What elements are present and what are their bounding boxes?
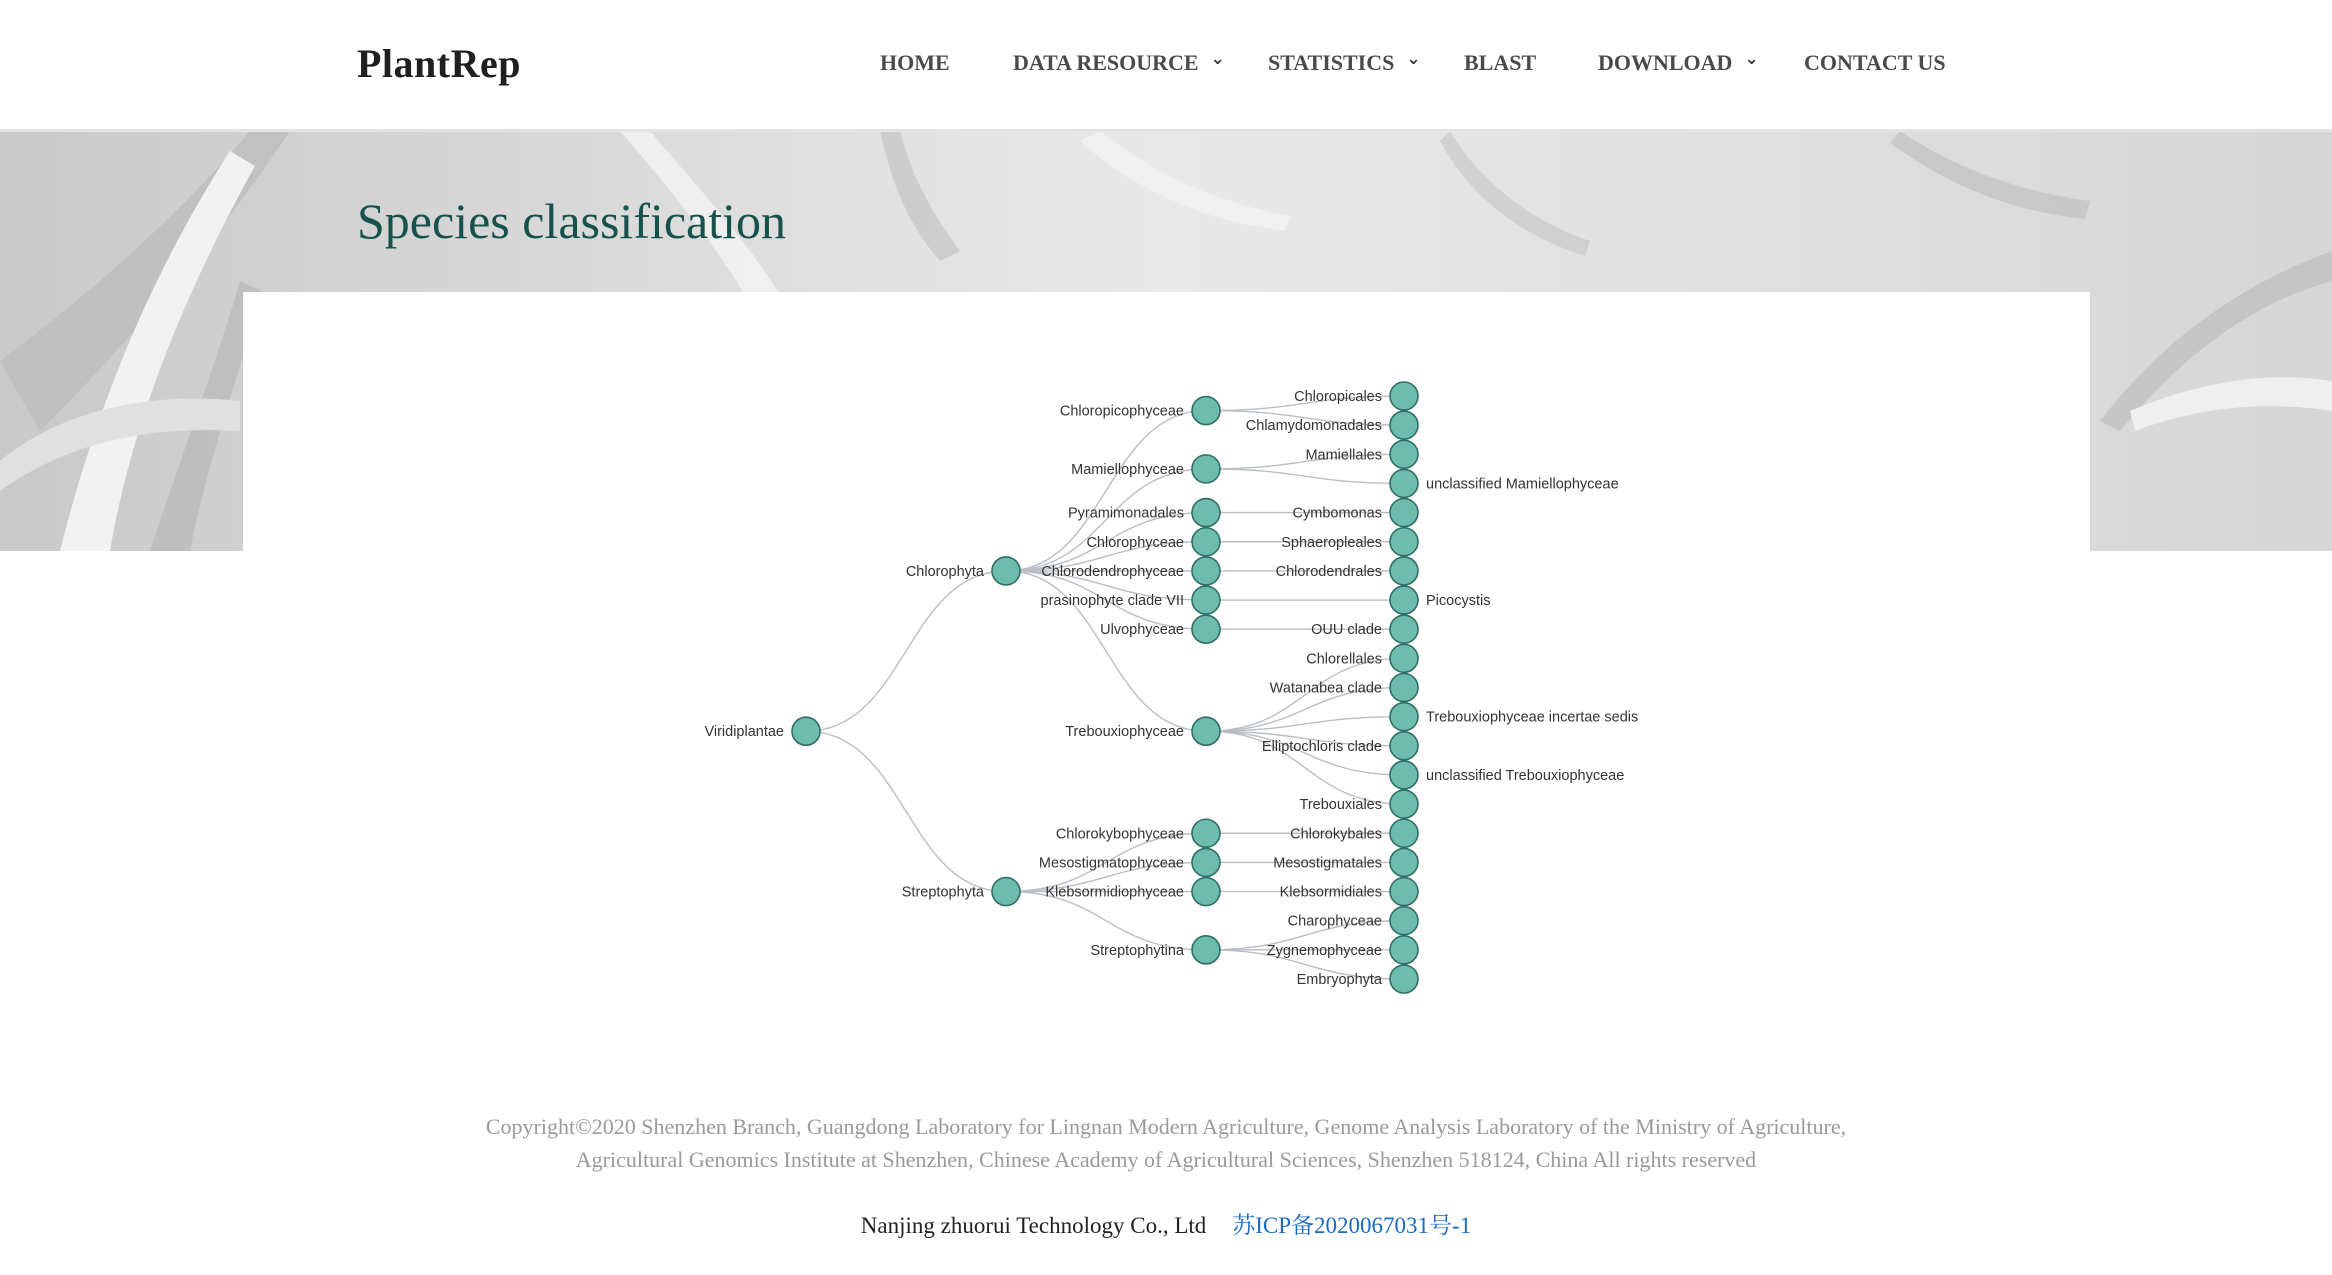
- tree-node-label: Mesostigmatales: [1273, 855, 1382, 872]
- tree-node-label: Watanabea clade: [1269, 680, 1382, 697]
- tree-node-label: Chlorokybales: [1290, 826, 1382, 843]
- main-nav: [0, 0, 2332, 129]
- tree-node[interactable]: [1390, 878, 1418, 906]
- tree-node[interactable]: [1390, 586, 1418, 614]
- nav-home-label: HOME: [880, 50, 950, 75]
- tree-node-label: unclassified Mamiellophyceae: [1426, 476, 1619, 493]
- tree-node-label: Ulvophyceae: [1100, 622, 1184, 639]
- nav-download-label: DOWNLOAD: [1598, 50, 1733, 75]
- tree-node-label: Elliptochloris clade: [1261, 738, 1382, 755]
- copyright-line-1: Copyright©2020 Shenzhen Branch, Guangdong Laboratory for Lingnan Modern Agriculture, Genome Analysis Laboratory of the Ministry of Agriculture,: [485, 1114, 1847, 1139]
- tree-node[interactable]: [1390, 936, 1418, 964]
- tree-node[interactable]: [1192, 936, 1220, 964]
- tree-node[interactable]: [1192, 557, 1220, 585]
- tree-node[interactable]: [1390, 732, 1418, 760]
- tree-node-label: Chloropicophyceae: [1059, 403, 1184, 420]
- tree-node-label: Zygnemophyceae: [1266, 942, 1382, 959]
- tree-node[interactable]: [1390, 469, 1418, 497]
- species-classification-tree: [243, 292, 2090, 1072]
- nav-statistics-label: STATISTICS: [1268, 50, 1395, 75]
- nav-contact-us-label: CONTACT US: [1804, 50, 1946, 75]
- tree-node-label: Mesostigmatophyceae: [1038, 855, 1184, 872]
- tree-node-label: Chlorophyta: [905, 563, 984, 580]
- tree-node[interactable]: [1390, 382, 1418, 410]
- tree-node[interactable]: [1390, 790, 1418, 818]
- tree-node-label: Embryophyta: [1296, 972, 1382, 988]
- tree-node[interactable]: [1192, 819, 1220, 847]
- nav-blast-label: BLAST: [1464, 50, 1537, 75]
- tree-link: [1206, 469, 1404, 484]
- tree-node[interactable]: [1390, 557, 1418, 585]
- tree-node[interactable]: [1390, 499, 1418, 527]
- tree-node-label: Trebouxiales: [1299, 797, 1382, 814]
- tree-node-label: Chlorodendrales: [1275, 563, 1382, 580]
- tree-node-label: Mamiellales: [1305, 447, 1382, 464]
- tree-node-label: Chlorellales: [1306, 651, 1382, 668]
- tree-node[interactable]: [1390, 848, 1418, 876]
- tree-node-label: Chlorodendrophyceae: [1041, 563, 1184, 580]
- tree-node[interactable]: [1390, 411, 1418, 439]
- tree-node[interactable]: [1192, 586, 1220, 614]
- tree-node-label: Viridiplantae: [704, 724, 784, 741]
- tree-node-label: Klebsormidiophyceae: [1045, 884, 1184, 901]
- tree-node[interactable]: [1192, 528, 1220, 556]
- tree-link: [806, 731, 1006, 891]
- nav-statistics[interactable]: [1268, 50, 1421, 80]
- chevron-down-icon: ⌄: [1406, 49, 1421, 69]
- tree-node[interactable]: [1390, 528, 1418, 556]
- tree-node-label: Mamiellophyceae: [1071, 461, 1184, 478]
- tree-node-label: Chloropicales: [1294, 389, 1382, 405]
- tree-node[interactable]: [1192, 397, 1220, 425]
- tree-node-label: Trebouxiophyceae: [1065, 724, 1184, 741]
- nav-blast[interactable]: [1464, 50, 1536, 80]
- company-name: Nanjing zhuorui Technology Co., Ltd: [860, 1213, 1207, 1238]
- tree-node[interactable]: [1192, 878, 1220, 906]
- tree-node-label: prasinophyte clade VII: [1040, 593, 1184, 610]
- tree-node-label: Klebsormidiales: [1279, 884, 1382, 901]
- copyright-line-2: Agricultural Genomics Institute at Shenzhen, Chinese Academy of Agricultural Sciences, Shenzhen 518124, China All rights reserved: [575, 1147, 1757, 1172]
- content-card: [243, 292, 2090, 1072]
- tree-link: [806, 571, 1006, 731]
- chevron-down-icon: ⌄: [1744, 49, 1759, 69]
- tree-node-label: Picocystis: [1426, 593, 1491, 610]
- icp-link[interactable]: 苏ICP备2020067031号-1: [1232, 1213, 1472, 1238]
- nav-data-resource-label: DATA RESOURCE: [1013, 50, 1199, 75]
- tree-node[interactable]: [992, 878, 1020, 906]
- tree-node[interactable]: [1390, 440, 1418, 468]
- tree-node-label: Streptophytina: [1090, 942, 1184, 959]
- nav-data-resource[interactable]: [1013, 50, 1225, 80]
- tree-node-label: OUU clade: [1311, 622, 1382, 639]
- tree-node[interactable]: [1192, 717, 1220, 745]
- nav-download[interactable]: [1598, 50, 1759, 80]
- tree-node-label: Chlamydomonadales: [1245, 418, 1382, 435]
- tree-node-label: Streptophyta: [901, 884, 984, 901]
- page-title: Species classification: [357, 193, 787, 249]
- footer-credits: [0, 1207, 2332, 1240]
- tree-node[interactable]: [1192, 848, 1220, 876]
- tree-node[interactable]: [1390, 761, 1418, 789]
- tree-node-label: unclassified Trebouxiophyceae: [1426, 767, 1625, 784]
- tree-node[interactable]: [1390, 644, 1418, 672]
- nav-home[interactable]: [880, 50, 950, 80]
- tree-node[interactable]: [1390, 703, 1418, 731]
- tree-node[interactable]: [992, 557, 1020, 585]
- chevron-down-icon: ⌄: [1210, 49, 1225, 69]
- tree-node-label: Chlorophyceae: [1086, 534, 1184, 551]
- tree-node[interactable]: [1390, 615, 1418, 643]
- footer-copyright: [0, 1110, 2332, 1176]
- site-logo[interactable]: PlantRep: [357, 41, 521, 86]
- tree-node[interactable]: [1390, 907, 1418, 935]
- tree-node-label: Pyramimonadales: [1067, 505, 1184, 522]
- tree-node[interactable]: [1192, 455, 1220, 483]
- top-navbar: [0, 0, 2332, 132]
- tree-node-label: Trebouxiophyceae incertae sedis: [1426, 709, 1639, 726]
- tree-node-label: Chlorokybophyceae: [1055, 826, 1184, 843]
- tree-node-label: Sphaeropleales: [1281, 534, 1382, 551]
- tree-node[interactable]: [1192, 499, 1220, 527]
- tree-node[interactable]: [792, 717, 820, 745]
- tree-node[interactable]: [1192, 615, 1220, 643]
- tree-node[interactable]: [1390, 965, 1418, 993]
- tree-node[interactable]: [1390, 819, 1418, 847]
- tree-node-label: Charophyceae: [1287, 913, 1382, 930]
- nav-contact-us[interactable]: [1804, 50, 1946, 80]
- tree-node-label: Cymbomonas: [1292, 505, 1382, 522]
- tree-node[interactable]: [1390, 674, 1418, 702]
